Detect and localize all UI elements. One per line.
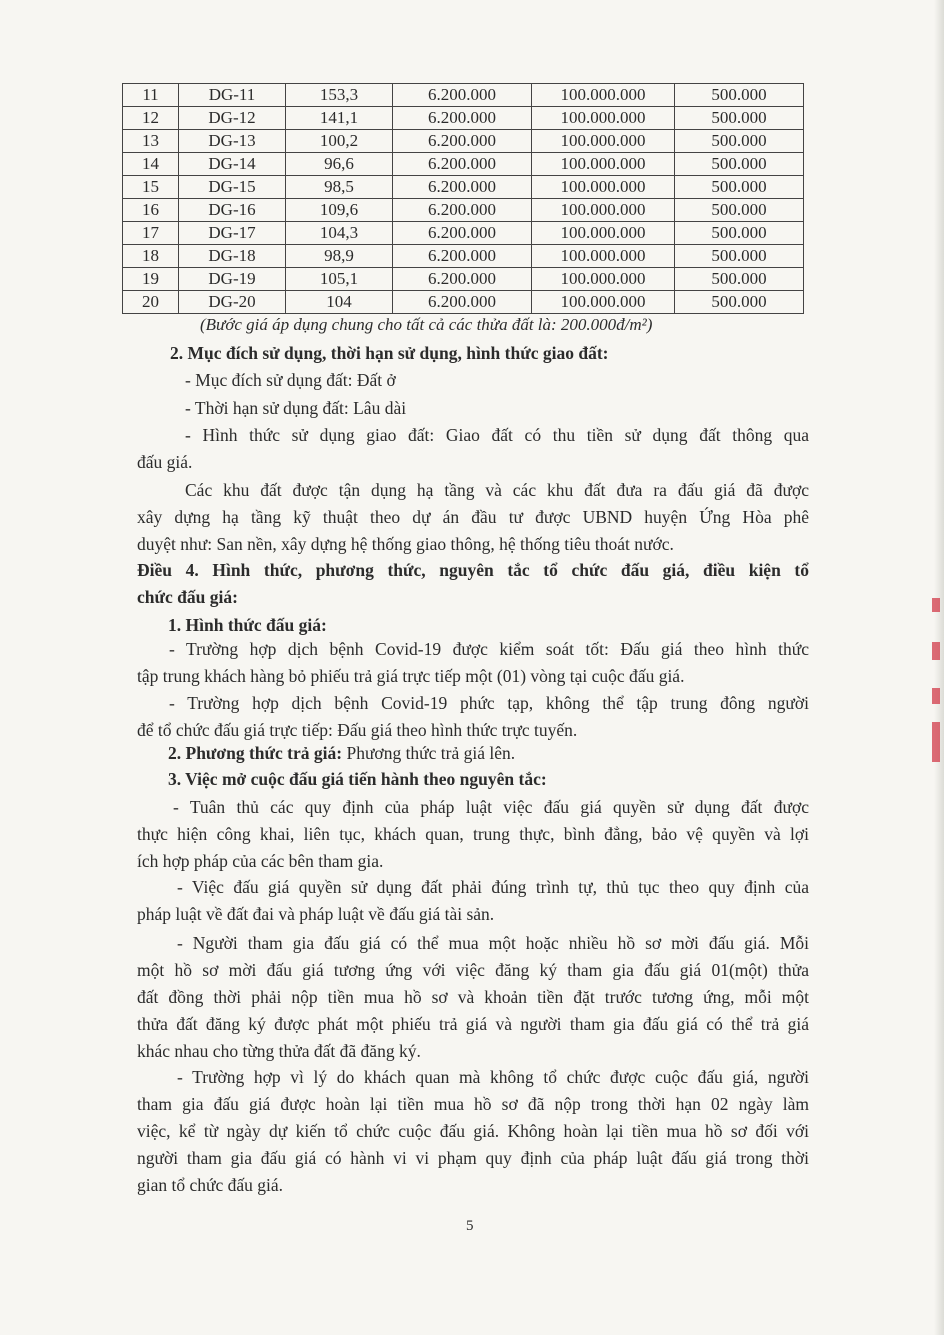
lot-dossier-fee-cell: 500.000 — [675, 153, 804, 176]
lot-unit-price-cell: 6.200.000 — [393, 222, 532, 245]
table-row — [123, 222, 804, 245]
lot-dossier-fee-cell: 500.000 — [675, 222, 804, 245]
infra-line-3: duyệt như: San nền, xây dựng hệ thống giao thông, hệ thống tiêu thoát nước. — [137, 534, 674, 554]
lot-deposit-cell: 100.000.000 — [532, 268, 675, 291]
section-2-heading: 2. Mục đích sử dụng, thời hạn sử dụng, hình thức giao đất: — [170, 343, 609, 363]
principle-4-line-4: người tham gia đấu giá có hành vi vi phạm quy định của pháp luật đấu giá trong thời — [137, 1148, 809, 1168]
principle-1-line-3: ích hợp pháp của các bên tham gia. — [137, 851, 384, 871]
lot-index-cell: 12 — [123, 107, 179, 130]
lot-deposit-cell: 100.000.000 — [532, 107, 675, 130]
lot-area-cell: 100,2 — [286, 130, 393, 153]
lot-code-cell: DG-17 — [179, 222, 286, 245]
table-row — [123, 291, 804, 314]
form-line-1: - Hình thức sử dụng giao đất: Giao đất có thu tiền sử dụng đất thông qua — [185, 425, 809, 445]
lot-deposit-cell: 100.000.000 — [532, 130, 675, 153]
stamp-fragment — [932, 642, 940, 660]
lot-unit-price-cell: 6.200.000 — [393, 268, 532, 291]
principles-heading: 3. Việc mở cuộc đấu giá tiến hành theo nguyên tắc: — [168, 769, 547, 789]
lot-unit-price-cell: 6.200.000 — [393, 84, 532, 107]
lot-index-cell: 19 — [123, 268, 179, 291]
lot-index-cell: 15 — [123, 176, 179, 199]
table-row — [123, 176, 804, 199]
article-4-heading-line-1: Điều 4. Hình thức, phương thức, nguyên tắc tổ chức đấu giá, điều kiện tổ — [137, 560, 809, 580]
lot-index-cell: 11 — [123, 84, 179, 107]
lot-area-cell: 98,5 — [286, 176, 393, 199]
lot-code-cell: DG-19 — [179, 268, 286, 291]
table-row — [123, 199, 804, 222]
lot-dossier-fee-cell: 500.000 — [675, 199, 804, 222]
lot-dossier-fee-cell: 500.000 — [675, 268, 804, 291]
land-lot-table — [122, 83, 804, 314]
table-row — [123, 245, 804, 268]
lot-code-cell: DG-18 — [179, 245, 286, 268]
land-allocation-form — [185, 422, 809, 449]
principle-4-line-3: việc, kể từ ngày dự kiến tổ chức cuộc đấu giá. Không hoàn lại tiền mua hồ sơ đối với — [137, 1121, 809, 1141]
table-row — [123, 84, 804, 107]
stamp-fragment — [932, 722, 940, 762]
land-use-term: - Thời hạn sử dụng đất: Lâu dài — [185, 398, 407, 418]
principle-2-line-1: - Việc đấu giá quyền sử dụng đất phải đúng trình tự, thủ tục theo quy định của — [177, 877, 809, 897]
principle-3-line-4: thửa đất đăng ký được phát một phiếu trả giá và người tham gia đấu giá có thể trả giá — [137, 1014, 809, 1034]
principle-3-line-2: một hồ sơ mời đấu giá tương ứng với việc đăng ký tham gia đấu giá 01(một) thửa — [137, 960, 809, 980]
lot-unit-price-cell: 6.200.000 — [393, 107, 532, 130]
lot-deposit-cell: 100.000.000 — [532, 176, 675, 199]
page-edge — [934, 0, 944, 1335]
principle-3-line-5: khác nhau cho từng thửa đất đã đăng ký. — [137, 1041, 421, 1061]
form-line-2: đấu giá. — [137, 452, 193, 472]
lot-unit-price-cell: 6.200.000 — [393, 176, 532, 199]
auction-form-case-2 — [137, 690, 809, 744]
lot-unit-price-cell: 6.200.000 — [393, 245, 532, 268]
table-row — [123, 153, 804, 176]
principle-1-line-1: - Tuân thủ các quy định của pháp luật việc đấu giá quyền sử dụng đất được — [173, 797, 809, 817]
lot-area-cell: 141,1 — [286, 107, 393, 130]
case-1-line-2: tập trung khách hàng bỏ phiếu trả giá trực tiếp một (01) vòng tại cuộc đấu giá. — [137, 666, 685, 686]
bidding-method — [168, 740, 515, 767]
lot-dossier-fee-cell: 500.000 — [675, 84, 804, 107]
lot-area-cell: 105,1 — [286, 268, 393, 291]
lot-area-cell: 98,9 — [286, 245, 393, 268]
lot-code-cell: DG-15 — [179, 176, 286, 199]
stamp-fragment — [932, 688, 940, 704]
case-2-line-2: để tổ chức đấu giá trực tiếp: Đấu giá theo hình thức trực tuyến. — [137, 720, 578, 740]
lot-dossier-fee-cell: 500.000 — [675, 130, 804, 153]
principle-1-line-2: thực hiện công khai, liên tục, khách quan, trung thực, bình đẳng, bảo vệ quyền và lợi — [137, 824, 809, 844]
lot-deposit-cell: 100.000.000 — [532, 245, 675, 268]
lot-index-cell: 17 — [123, 222, 179, 245]
lot-area-cell: 96,6 — [286, 153, 393, 176]
lot-deposit-cell: 100.000.000 — [532, 291, 675, 314]
page-number: 5 — [466, 1218, 474, 1234]
case-2-line-1: - Trường hợp dịch bệnh Covid-19 phức tạp, không thể tập trung đông người — [169, 693, 809, 713]
lot-dossier-fee-cell: 500.000 — [675, 291, 804, 314]
principle-2 — [137, 874, 809, 928]
infra-line-1: Các khu đất được tận dụng hạ tầng và các khu đất đưa ra đấu giá đã được — [185, 480, 809, 500]
lot-code-cell: DG-20 — [179, 291, 286, 314]
lot-code-cell: DG-14 — [179, 153, 286, 176]
table-row — [123, 107, 804, 130]
table-note: (Bước giá áp dụng chung cho tất cả các thửa đất là: 200.000đ/m²) — [200, 315, 653, 334]
lot-dossier-fee-cell: 500.000 — [675, 107, 804, 130]
lot-code-cell: DG-16 — [179, 199, 286, 222]
lot-deposit-cell: 100.000.000 — [532, 153, 675, 176]
principle-1 — [137, 794, 809, 875]
lot-dossier-fee-cell: 500.000 — [675, 245, 804, 268]
bidding-method-value: Phương thức trả giá lên. — [342, 743, 516, 763]
lot-unit-price-cell: 6.200.000 — [393, 199, 532, 222]
lot-unit-price-cell: 6.200.000 — [393, 153, 532, 176]
lot-deposit-cell: 100.000.000 — [532, 222, 675, 245]
lot-unit-price-cell: 6.200.000 — [393, 130, 532, 153]
lot-deposit-cell: 100.000.000 — [532, 199, 675, 222]
principle-4 — [137, 1064, 809, 1199]
article-4-heading-line-2: chức đấu giá: — [137, 587, 238, 607]
lot-index-cell: 20 — [123, 291, 179, 314]
lot-deposit-cell: 100.000.000 — [532, 84, 675, 107]
lot-area-cell: 153,3 — [286, 84, 393, 107]
lot-code-cell: DG-11 — [179, 84, 286, 107]
article-4-heading — [137, 557, 809, 611]
principle-3 — [137, 930, 809, 1065]
lot-area-cell: 104,3 — [286, 222, 393, 245]
auction-form-heading: 1. Hình thức đấu giá: — [168, 615, 327, 635]
land-use-purpose: - Mục đích sử dụng đất: Đất ở — [185, 370, 396, 390]
lot-index-cell: 13 — [123, 130, 179, 153]
principle-3-line-1: - Người tham gia đấu giá có thể mua một hoặc nhiều hồ sơ mời đấu giá. Mỗi — [177, 933, 809, 953]
auction-form-case-1 — [137, 636, 809, 690]
lot-code-cell: DG-13 — [179, 130, 286, 153]
principle-4-line-1: - Trường hợp vì lý do khách quan mà không tổ chức được cuộc đấu giá, người — [177, 1067, 809, 1087]
infra-line-2: xây dựng hạ tầng kỹ thuật theo dự án đầu tư được UBND huyện Ứng Hòa phê — [137, 507, 809, 527]
lot-unit-price-cell: 6.200.000 — [393, 291, 532, 314]
bidding-method-label: 2. Phương thức trả giá: — [168, 743, 343, 763]
principle-2-line-2: pháp luật về đất đai và pháp luật về đấu giá tài sản. — [137, 904, 495, 924]
principle-4-line-5: gian tổ chức đấu giá. — [137, 1175, 284, 1195]
table-row — [123, 268, 804, 291]
lot-index-cell: 18 — [123, 245, 179, 268]
lot-dossier-fee-cell: 500.000 — [675, 176, 804, 199]
lot-area-cell: 109,6 — [286, 199, 393, 222]
principle-4-line-2: tham gia đấu giá được hoàn lại tiền mua hồ sơ đã nộp trong thời hạn 02 ngày làm — [137, 1094, 809, 1114]
lot-index-cell: 16 — [123, 199, 179, 222]
principle-3-line-3: đất đồng thời phải nộp tiền mua hồ sơ và khoản tiền đặt trước tương ứng, mỗi một — [137, 987, 809, 1007]
case-1-line-1: - Trường hợp dịch bệnh Covid-19 được kiểm soát tốt: Đấu giá theo hình thức — [169, 639, 809, 659]
stamp-fragment — [932, 598, 940, 612]
infrastructure-paragraph — [137, 477, 809, 558]
lot-code-cell: DG-12 — [179, 107, 286, 130]
lot-index-cell: 14 — [123, 153, 179, 176]
table-row — [123, 130, 804, 153]
lot-area-cell: 104 — [286, 291, 393, 314]
